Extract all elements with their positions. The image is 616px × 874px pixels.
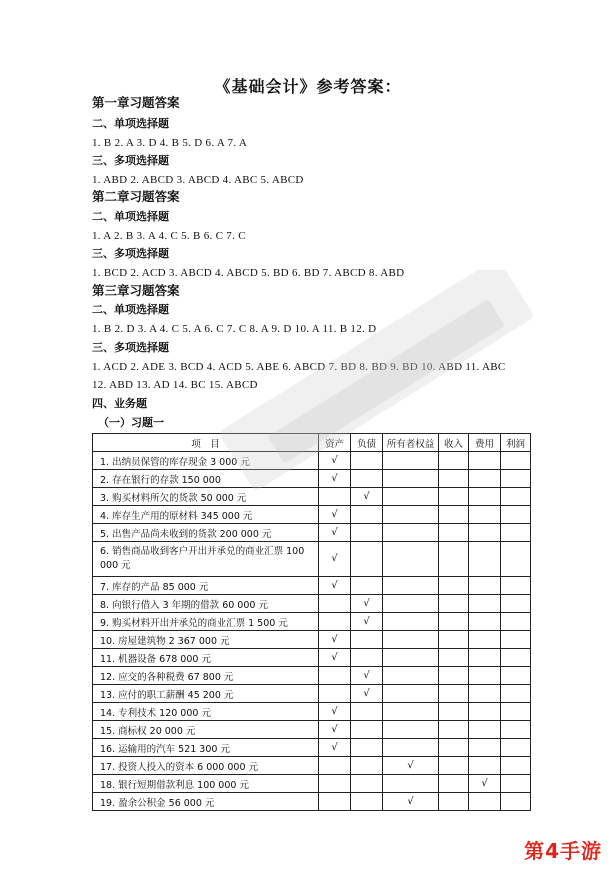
category-cell <box>469 542 501 577</box>
chapter3-multi-choice-answers-line1: 1. ACD 2. ADE 3. BCD 4. ACD 5. ABE 6. ABCD 7. BD 8. BD 9. BD 10. ABD 11. ABC <box>92 361 506 373</box>
category-cell <box>501 793 531 811</box>
check-mark-icon: √ <box>331 706 338 717</box>
check-mark-icon: √ <box>407 760 414 771</box>
category-cell <box>383 595 439 613</box>
table-row <box>93 793 531 811</box>
row-item-text: 1. 出纳员保管的库存现金 3 000 元 <box>100 456 250 468</box>
row-item-text: 19. 盈余公积金 56 000 元 <box>100 797 215 809</box>
business-exercises-label: 四、业务题 <box>92 397 147 410</box>
category-cell <box>501 631 531 649</box>
row-item <box>93 613 319 631</box>
check-mark-icon: √ <box>363 670 370 681</box>
row-item <box>93 685 319 703</box>
category-cell <box>383 721 439 739</box>
check-mark-icon: √ <box>407 796 414 807</box>
category-cell <box>439 793 469 811</box>
table-row <box>93 488 531 506</box>
row-item-text: 12. 应交的各种税费 67 800 元 <box>100 671 234 683</box>
category-cell <box>383 577 439 595</box>
category-cell <box>383 470 439 488</box>
category-cell <box>383 506 439 524</box>
header-owners-equity: 所有者权益 <box>383 434 439 452</box>
category-cell <box>351 506 383 524</box>
row-item-text: 15. 商标权 20 000 元 <box>100 725 196 737</box>
chapter3-multi-choice-answers-line2: 12. ABD 13. AD 14. BC 15. ABCD <box>92 379 258 391</box>
category-cell <box>501 685 531 703</box>
category-cell <box>351 667 383 685</box>
category-cell <box>351 488 383 506</box>
chapter1-multi-choice-answers: 1. ABD 2. ABCD 3. ABCD 4. ABC 5. ABCD <box>92 174 304 186</box>
chapter2-single-choice-answers: 1. A 2. B 3. A 4. C 5. B 6. C 7. C <box>92 230 246 242</box>
category-cell <box>469 613 501 631</box>
category-cell <box>319 721 351 739</box>
category-cell <box>319 739 351 757</box>
category-cell <box>319 613 351 631</box>
category-cell <box>439 667 469 685</box>
category-cell <box>351 721 383 739</box>
category-cell <box>351 793 383 811</box>
table-row <box>93 775 531 793</box>
category-cell <box>319 506 351 524</box>
chapter3-single-choice-answers: 1. B 2. D 3. A 4. C 5. A 6. C 7. C 8. A 9. D 10. A 11. B 12. D <box>92 323 377 335</box>
category-cell <box>439 721 469 739</box>
category-cell <box>351 703 383 721</box>
category-cell <box>351 649 383 667</box>
category-cell <box>383 542 439 577</box>
table-row <box>93 685 531 703</box>
category-cell <box>319 452 351 470</box>
header-liabilities: 负债 <box>351 434 383 452</box>
category-cell <box>351 613 383 631</box>
category-cell <box>439 595 469 613</box>
category-cell <box>383 631 439 649</box>
table-row <box>93 524 531 542</box>
table-row <box>93 452 531 470</box>
category-cell <box>439 631 469 649</box>
check-mark-icon: √ <box>331 509 338 520</box>
category-cell <box>469 577 501 595</box>
category-cell <box>501 649 531 667</box>
category-cell <box>383 703 439 721</box>
category-cell <box>383 613 439 631</box>
category-cell <box>501 757 531 775</box>
row-item <box>93 757 319 775</box>
table-row <box>93 631 531 649</box>
row-item-text: 6. 销售商品收到客户开出并承兑的商业汇票 100 000 元 <box>100 546 305 571</box>
category-cell <box>319 667 351 685</box>
category-cell <box>383 793 439 811</box>
check-mark-icon: √ <box>331 527 338 538</box>
row-item <box>93 524 319 542</box>
check-mark-icon: √ <box>331 652 338 663</box>
table-row <box>93 703 531 721</box>
category-cell <box>351 452 383 470</box>
exercise-one-label: （一）习题一 <box>98 416 164 429</box>
category-cell <box>501 452 531 470</box>
row-item-text: 5. 出售产品尚未收到的货款 200 000 元 <box>100 528 272 540</box>
category-cell <box>439 613 469 631</box>
header-assets: 资产 <box>319 434 351 452</box>
category-cell <box>439 524 469 542</box>
table-row <box>93 595 531 613</box>
row-item-text: 11. 机器设备 678 000 元 <box>100 653 211 665</box>
check-mark-icon: √ <box>331 553 338 564</box>
row-item <box>93 470 319 488</box>
header-revenue: 收入 <box>439 434 469 452</box>
row-item <box>93 703 319 721</box>
row-item-text: 8. 向银行借入 3 年期的借款 60 000 元 <box>100 599 268 611</box>
category-cell <box>469 739 501 757</box>
category-cell <box>439 577 469 595</box>
row-item <box>93 631 319 649</box>
table-row <box>93 506 531 524</box>
category-cell <box>351 685 383 703</box>
category-cell <box>439 506 469 524</box>
category-cell <box>469 757 501 775</box>
chapter2-multi-choice-answers: 1. BCD 2. ACD 3. ABCD 4. ABCD 5. BD 6. BD 7. ABCD 8. ABD <box>92 267 405 279</box>
site-brand-logo: 第4手游 <box>524 839 602 863</box>
table-row <box>93 613 531 631</box>
category-cell <box>501 595 531 613</box>
chapter2-multi-choice-label: 三、多项选择题 <box>92 247 169 260</box>
chapter1-single-choice-label: 二、单项选择题 <box>92 117 169 130</box>
category-cell <box>319 595 351 613</box>
row-item <box>93 793 319 811</box>
row-item <box>93 775 319 793</box>
check-mark-icon: √ <box>331 634 338 645</box>
row-item <box>93 595 319 613</box>
category-cell <box>501 542 531 577</box>
category-cell <box>383 452 439 470</box>
category-cell <box>501 739 531 757</box>
check-mark-icon: √ <box>331 473 338 484</box>
category-cell <box>439 739 469 757</box>
category-cell <box>439 703 469 721</box>
category-cell <box>501 667 531 685</box>
category-cell <box>319 577 351 595</box>
check-mark-icon: √ <box>363 598 370 609</box>
chapter3-single-choice-label: 二、单项选择题 <box>92 303 169 316</box>
header-item: 项 目 <box>93 434 319 452</box>
header-expenses: 费用 <box>469 434 501 452</box>
category-cell <box>319 488 351 506</box>
check-mark-icon: √ <box>331 742 338 753</box>
table-header-row <box>93 434 531 452</box>
category-cell <box>501 613 531 631</box>
chapter1-heading: 第一章习题答案 <box>92 95 180 110</box>
category-cell <box>319 649 351 667</box>
document-title: 《基础会计》参考答案： <box>214 77 402 96</box>
row-item-text: 3. 购买材料所欠的货款 50 000 元 <box>100 492 247 504</box>
category-cell <box>501 506 531 524</box>
table-row <box>93 667 531 685</box>
category-cell <box>383 739 439 757</box>
category-cell <box>383 685 439 703</box>
category-cell <box>501 577 531 595</box>
row-item <box>93 542 319 577</box>
category-cell <box>351 595 383 613</box>
category-cell <box>439 649 469 667</box>
category-cell <box>501 524 531 542</box>
category-cell <box>351 470 383 488</box>
category-cell <box>351 577 383 595</box>
category-cell <box>439 757 469 775</box>
table-row <box>93 542 531 577</box>
category-cell <box>501 470 531 488</box>
category-cell <box>469 703 501 721</box>
check-mark-icon: √ <box>481 778 488 789</box>
classification-table <box>92 433 531 811</box>
category-cell <box>501 703 531 721</box>
category-cell <box>351 739 383 757</box>
category-cell <box>351 524 383 542</box>
category-cell <box>319 470 351 488</box>
row-item <box>93 488 319 506</box>
category-cell <box>319 757 351 775</box>
category-cell <box>469 793 501 811</box>
row-item-text: 4. 库存生产用的原材料 345 000 元 <box>100 510 253 522</box>
category-cell <box>501 721 531 739</box>
category-cell <box>383 757 439 775</box>
check-mark-icon: √ <box>331 580 338 591</box>
row-item-text: 10. 房屋建筑物 2 367 000 元 <box>100 635 230 647</box>
row-item-text: 14. 专利技术 120 000 元 <box>100 707 211 719</box>
row-item-text: 18. 银行短期借款利息 100 000 元 <box>100 779 249 791</box>
table-body <box>93 452 531 811</box>
row-item-text: 17. 投资人投入的资本 6 000 000 元 <box>100 761 259 773</box>
check-mark-icon: √ <box>331 455 338 466</box>
row-item-text: 9. 购买材料开出并承兑的商业汇票 1 500 元 <box>100 617 288 629</box>
table-row <box>93 649 531 667</box>
row-item-text: 13. 应付的职工薪酬 45 200 元 <box>100 689 234 701</box>
category-cell <box>469 649 501 667</box>
row-item <box>93 667 319 685</box>
category-cell <box>469 775 501 793</box>
category-cell <box>319 542 351 577</box>
category-cell <box>439 775 469 793</box>
check-mark-icon: √ <box>363 688 370 699</box>
category-cell <box>439 685 469 703</box>
category-cell <box>469 667 501 685</box>
category-cell <box>469 595 501 613</box>
chapter3-multi-choice-label: 三、多项选择题 <box>92 341 169 354</box>
category-cell <box>319 524 351 542</box>
chapter1-multi-choice-label: 三、多项选择题 <box>92 154 169 167</box>
table-row <box>93 577 531 595</box>
category-cell <box>469 631 501 649</box>
row-item-text: 7. 库存的产品 85 000 元 <box>100 581 209 593</box>
category-cell <box>319 703 351 721</box>
category-cell <box>469 721 501 739</box>
category-cell <box>319 631 351 649</box>
category-cell <box>319 793 351 811</box>
category-cell <box>469 470 501 488</box>
category-cell <box>469 685 501 703</box>
row-item-text: 16. 运输用的汽车 521 300 元 <box>100 743 230 755</box>
row-item <box>93 452 319 470</box>
row-item-text: 2. 存在银行的存款 150 000 <box>100 474 221 486</box>
category-cell <box>383 649 439 667</box>
category-cell <box>439 470 469 488</box>
category-cell <box>439 542 469 577</box>
row-item <box>93 649 319 667</box>
table-row <box>93 757 531 775</box>
row-item <box>93 721 319 739</box>
chapter2-heading: 第二章习题答案 <box>92 189 180 204</box>
category-cell <box>319 775 351 793</box>
check-mark-icon: √ <box>363 616 370 627</box>
category-cell <box>469 488 501 506</box>
category-cell <box>383 524 439 542</box>
category-cell <box>439 488 469 506</box>
category-cell <box>501 488 531 506</box>
chapter3-heading: 第三章习题答案 <box>92 283 180 298</box>
category-cell <box>319 685 351 703</box>
table-row <box>93 470 531 488</box>
category-cell <box>351 757 383 775</box>
category-cell <box>351 775 383 793</box>
category-cell <box>439 452 469 470</box>
chapter2-single-choice-label: 二、单项选择题 <box>92 210 169 223</box>
row-item <box>93 739 319 757</box>
check-mark-icon: √ <box>331 724 338 735</box>
row-item <box>93 506 319 524</box>
category-cell <box>501 775 531 793</box>
check-mark-icon: √ <box>363 491 370 502</box>
category-cell <box>383 488 439 506</box>
chapter1-single-choice-answers: 1. B 2. A 3. D 4. B 5. D 6. A 7. A <box>92 137 248 149</box>
category-cell <box>351 542 383 577</box>
category-cell <box>469 506 501 524</box>
category-cell <box>469 452 501 470</box>
category-cell <box>383 667 439 685</box>
category-cell <box>351 631 383 649</box>
category-cell <box>383 775 439 793</box>
table-row <box>93 721 531 739</box>
category-cell <box>469 524 501 542</box>
row-item <box>93 577 319 595</box>
table-row <box>93 739 531 757</box>
header-profit: 利润 <box>501 434 531 452</box>
